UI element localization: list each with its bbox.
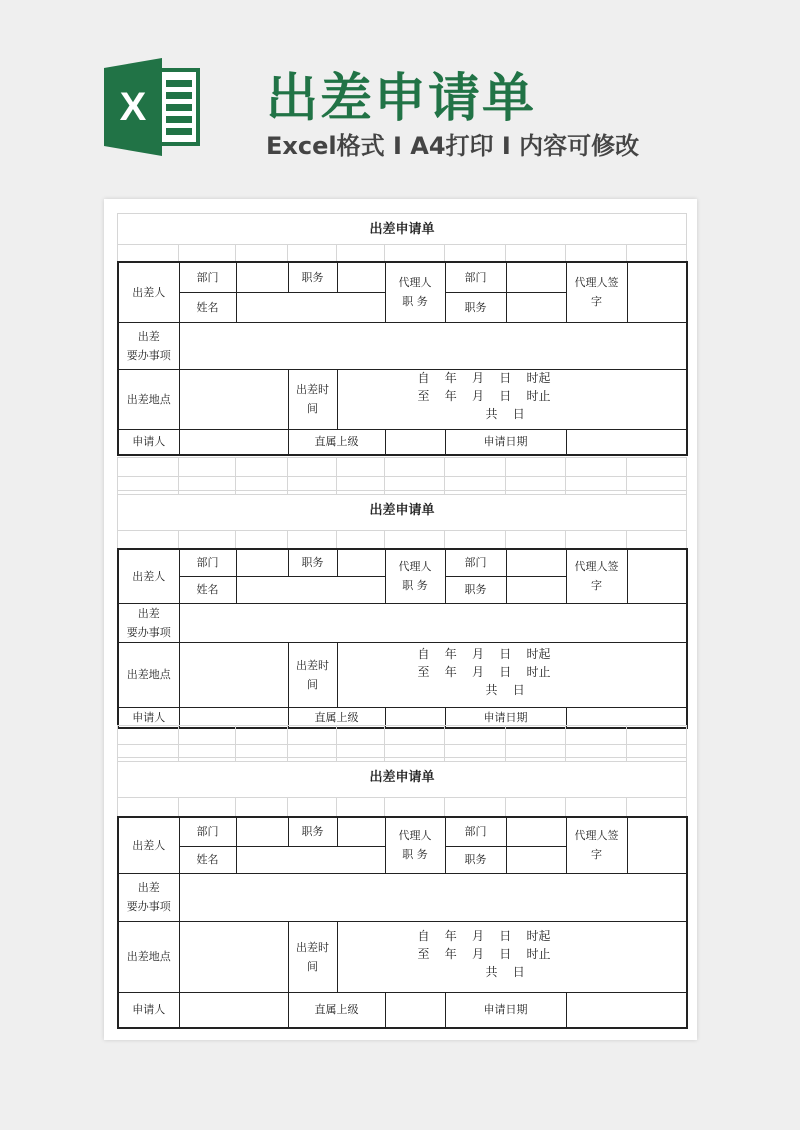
travel-time-cell[interactable] [337,642,687,707]
form-2-header [117,490,686,549]
grid-cell[interactable] [385,726,445,745]
grid-cell[interactable] [445,458,506,477]
time-from: 自 年 月 日 时起 [417,646,551,661]
label-matters: 出差 要办事项 [118,873,179,921]
grid-cell[interactable] [445,531,506,549]
grid-cell[interactable] [627,245,687,262]
grid-cell[interactable] [566,458,627,477]
form-3-header [117,757,686,817]
grid-cell[interactable] [118,726,179,745]
form-3 [117,816,686,1029]
label-apply_date: 申请日期 [445,429,566,455]
grid-cell[interactable] [337,531,385,549]
label-agent_pos: 职务 [445,576,506,603]
grid-cell[interactable] [506,798,566,817]
form-1 [117,261,686,456]
input-cell[interactable] [385,992,445,1028]
travel-time-cell[interactable] [337,369,687,429]
input-cell[interactable] [566,992,687,1028]
form-1-header [117,213,686,262]
grid-cell[interactable] [288,531,337,549]
time-to: 至 年 月 日 时止 [417,664,551,679]
input-cell[interactable] [236,817,288,846]
grid-cell[interactable] [627,531,687,549]
input-cell[interactable] [179,429,288,455]
label-agent_position: 代理人 职 务 [385,817,445,873]
label-name: 姓名 [179,292,236,322]
time-to: 至 年 月 日 时止 [417,946,551,961]
input-cell[interactable] [506,576,566,603]
grid-cell[interactable] [337,458,385,477]
label-time_label: 出差时 间 [288,369,337,429]
grid-cell[interactable] [506,458,566,477]
grid-cell[interactable] [179,245,236,262]
input-cell[interactable] [506,817,566,846]
grid-cell[interactable] [179,531,236,549]
input-cell[interactable] [236,262,288,292]
label-position: 职务 [288,817,337,846]
input-cell[interactable] [337,817,385,846]
label-agent_dept: 部门 [445,549,506,576]
input-cell[interactable] [506,262,566,292]
grid-cell[interactable] [288,798,337,817]
label-apply_date: 申请日期 [445,707,566,728]
input-cell[interactable] [236,576,385,603]
input-cell[interactable] [385,429,445,455]
grid-cell[interactable] [179,726,236,745]
label-agent_dept: 部门 [445,817,506,846]
input-cell[interactable] [506,549,566,576]
input-cell[interactable] [627,817,687,873]
label-agent_sign: 代理人签 字 [566,549,627,603]
grid-cell[interactable] [236,458,288,477]
grid-cell[interactable] [566,245,627,262]
grid-cell[interactable] [627,458,687,477]
time-total: 共 日 [485,407,525,421]
label-traveler: 出差人 [118,549,179,603]
grid-cell[interactable] [506,245,566,262]
time-from: 自 年 月 日 时起 [417,928,551,943]
label-name: 姓名 [179,576,236,603]
label-location: 出差地点 [118,369,179,429]
label-agent_position: 代理人 职 务 [385,549,445,603]
label-supervisor: 直属上级 [288,707,385,728]
form-title: 出差申请单 [118,491,687,531]
input-cell[interactable] [179,873,687,921]
time-total: 共 日 [485,964,525,979]
grid-cell[interactable] [385,245,445,262]
label-agent_dept: 部门 [445,262,506,292]
label-time_label: 出差时 间 [288,642,337,707]
label-agent_pos: 职务 [445,292,506,322]
time-from: 自 年 月 日 时起 [417,371,551,385]
input-cell[interactable] [627,549,687,603]
label-apply_date: 申请日期 [445,992,566,1028]
label-name: 姓名 [179,846,236,873]
page-subtitle: Excel格式 Ⅰ A4打印 Ⅰ 内容可修改 [266,132,640,160]
form-2 [117,548,686,729]
grid-cell[interactable] [118,798,179,817]
label-applicant: 申请人 [118,429,179,455]
input-cell[interactable] [337,262,385,292]
excel-logo-icon [104,58,204,156]
label-traveler: 出差人 [118,262,179,322]
form-title: 出差申请单 [118,214,687,245]
label-supervisor: 直属上级 [288,429,385,455]
label-agent_sign: 代理人签 字 [566,262,627,322]
grid-cell[interactable] [236,798,288,817]
label-traveler: 出差人 [118,817,179,873]
grid-cell[interactable] [445,245,506,262]
label-agent_sign: 代理人签 字 [566,817,627,873]
grid-cell[interactable] [566,726,627,745]
grid-cell[interactable] [385,798,445,817]
label-dept: 部门 [179,549,236,576]
input-cell[interactable] [566,429,687,455]
label-applicant: 申请人 [118,707,179,728]
grid-cell[interactable] [385,458,445,477]
grid-cell[interactable] [506,531,566,549]
grid-cell[interactable] [288,726,337,745]
grid-cell[interactable] [385,531,445,549]
grid-cell[interactable] [118,245,179,262]
grid-cell[interactable] [337,245,385,262]
input-cell[interactable] [506,292,566,322]
grid-cell[interactable] [627,798,687,817]
grid-cell[interactable] [236,245,288,262]
grid-cell[interactable] [627,726,687,745]
input-cell[interactable] [179,369,288,429]
input-cell[interactable] [179,642,288,707]
label-location: 出差地点 [118,921,179,992]
grid-cell[interactable] [445,798,506,817]
form-title: 出差申请单 [118,758,687,798]
label-time_label: 出差时 间 [288,921,337,992]
label-matters: 出差 要办事项 [118,322,179,369]
svg-text:X: X [119,85,147,129]
grid-cell[interactable] [445,726,506,745]
label-dept: 部门 [179,262,236,292]
input-cell[interactable] [236,549,288,576]
grid-cell[interactable] [337,726,385,745]
grid-cell[interactable] [236,726,288,745]
time-to: 至 年 月 日 时止 [417,389,551,403]
grid-cell[interactable] [179,458,236,477]
label-position: 职务 [288,549,337,576]
grid-cell[interactable] [179,798,236,817]
grid-cell[interactable] [566,531,627,549]
label-agent_pos: 职务 [445,846,506,873]
time-total: 共 日 [485,682,525,697]
label-matters: 出差 要办事项 [118,603,179,642]
label-supervisor: 直属上级 [288,992,385,1028]
grid-cell[interactable] [566,798,627,817]
input-cell[interactable] [506,846,566,873]
grid-cell[interactable] [337,798,385,817]
input-cell[interactable] [179,921,288,992]
label-agent_position: 代理人 职 务 [385,262,445,322]
grid-cell[interactable] [288,245,337,262]
input-cell[interactable] [179,603,687,642]
input-cell[interactable] [236,846,385,873]
label-position: 职务 [288,262,337,292]
grid-cell[interactable] [236,531,288,549]
label-location: 出差地点 [118,642,179,707]
input-cell[interactable] [337,549,385,576]
label-dept: 部门 [179,817,236,846]
grid-cell[interactable] [288,458,337,477]
input-cell[interactable] [179,992,288,1028]
grid-cell[interactable] [118,458,179,477]
grid-cell[interactable] [506,726,566,745]
label-applicant: 申请人 [118,992,179,1028]
input-cell[interactable] [179,322,687,369]
input-cell[interactable] [236,292,385,322]
grid-cell[interactable] [118,531,179,549]
travel-time-cell[interactable] [337,921,687,992]
page-title: 出差申请单 [266,69,537,129]
input-cell[interactable] [627,262,687,322]
